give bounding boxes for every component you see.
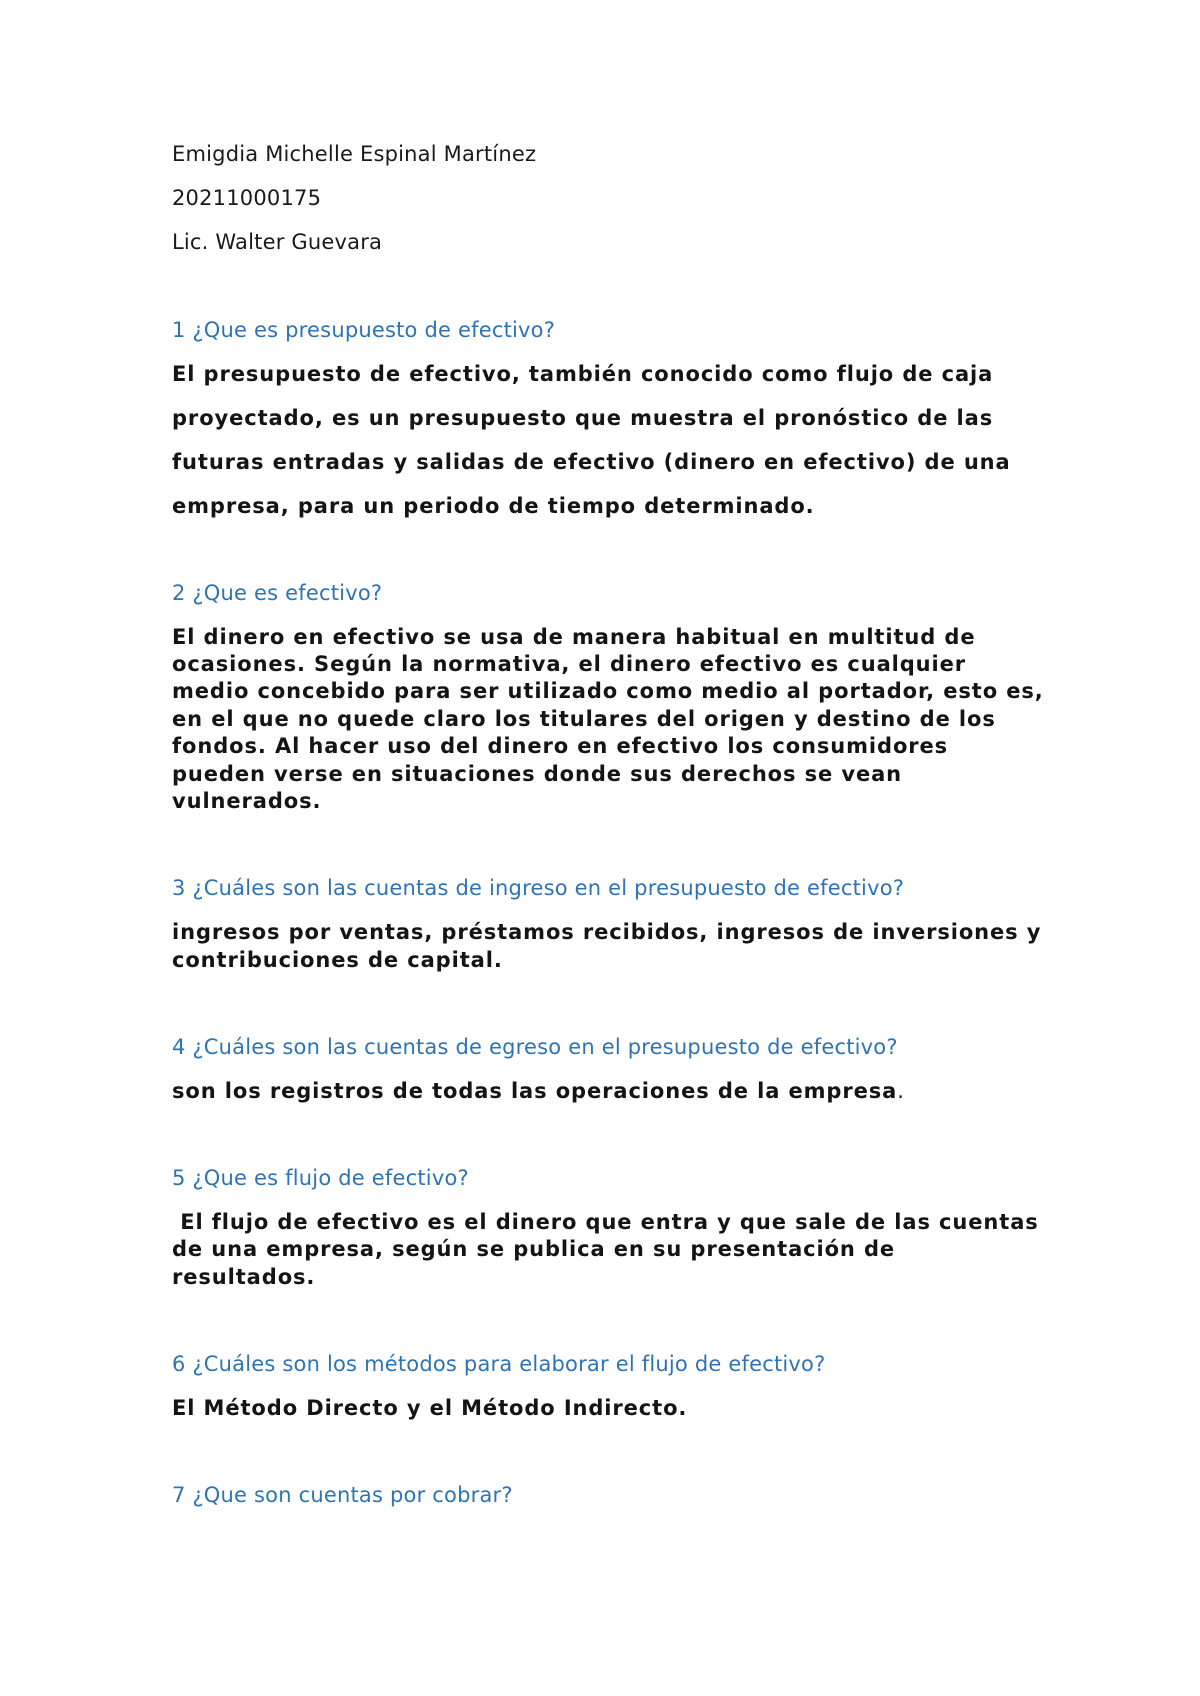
question-1: 1 ¿Que es presupuesto de efectivo? (172, 318, 556, 342)
question-5: 5 ¿Que es flujo de efectivo? (172, 1166, 469, 1190)
answer-5-line-1: El flujo de efectivo es el dinero que entra y que sale de las cuentas (172, 1210, 1039, 1234)
answer-4-text: son los registros de todas las operaciones de la empresa (172, 1079, 898, 1103)
answer-4-line-1 (172, 1079, 905, 1103)
answer-2-line-6: pueden verse en situaciones donde sus derechos se vean (172, 762, 903, 786)
question-4: 4 ¿Cuáles son las cuentas de egreso en el presupuesto de efectivo? (172, 1035, 898, 1059)
answer-5-line-2: de una empresa, según se publica en su presentación de (172, 1237, 896, 1261)
question-7: 7 ¿Que son cuentas por cobrar? (172, 1483, 513, 1507)
answer-1-line-2: proyectado, es un presupuesto que muestra el pronóstico de las (172, 406, 994, 430)
answer-2-line-7: vulnerados. (172, 789, 322, 813)
question-6: 6 ¿Cuáles son los métodos para elaborar el flujo de efectivo? (172, 1352, 826, 1376)
answer-1-line-1: El presupuesto de efectivo, también conocido como flujo de caja (172, 362, 994, 386)
answer-3-line-1: ingresos por ventas, préstamos recibidos, ingresos de inversiones y (172, 920, 1042, 944)
answer-2-line-2: ocasiones. Según la normativa, el dinero efectivo es cualquier (172, 652, 967, 676)
answer-1-line-4: empresa, para un periodo de tiempo determinado. (172, 494, 815, 518)
answer-1-line-3: futuras entradas y salidas de efectivo (dinero en efectivo) de una (172, 450, 1011, 474)
answer-2-line-4: en el que no quede claro los titulares del origen y destino de los (172, 707, 996, 731)
answer-3-line-2: contribuciones de capital. (172, 948, 503, 972)
answer-5-line-3: resultados. (172, 1265, 316, 1289)
answer-2-line-3: medio concebido para ser utilizado como medio al portador, esto es, (172, 679, 1044, 703)
answer-2-line-1: El dinero en efectivo se usa de manera habitual en multitud de (172, 625, 976, 649)
question-2: 2 ¿Que es efectivo? (172, 581, 383, 605)
question-3: 3 ¿Cuáles son las cuentas de ingreso en el presupuesto de efectivo? (172, 876, 905, 900)
answer-4-trailing: . (897, 1079, 905, 1103)
answer-6-line-1: El Método Directo y el Método Indirecto. (172, 1396, 688, 1420)
student-name: Emigdia Michelle Espinal Martínez (172, 142, 537, 166)
teacher-name: Lic. Walter Guevara (172, 230, 383, 254)
answer-2-line-5: fondos. Al hacer uso del dinero en efectivo los consumidores (172, 734, 949, 758)
student-id: 20211000175 (172, 186, 322, 210)
